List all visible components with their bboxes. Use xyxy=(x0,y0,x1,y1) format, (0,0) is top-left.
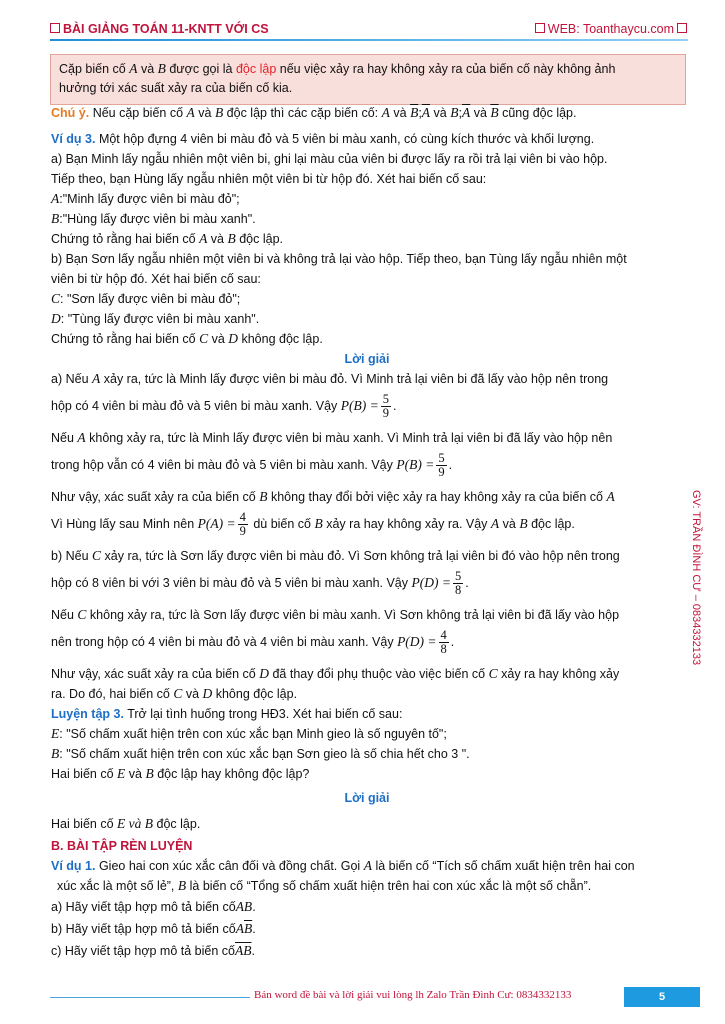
footer-divider xyxy=(50,997,250,998)
definition-box: Cặp biến cố A và B được gọi là độc lập nếu việc xảy ra hay không xảy ra của biến cố này không ảnh hưởng tới xác suất xảy ra của biến cố kia. xyxy=(50,54,686,105)
note-line: Chú ý. Nếu cặp biến cố A và B độc lập thì các cặp biến cố: A và $\overline{B};\overline{A}$ và $B;\overline{A}$ và $\overline{B}$ cũng độc lập. xyxy=(51,105,577,120)
example-3-intro: Ví dụ 3. Một hộp đựng 4 viên bi màu đỏ và 5 viên bi màu xanh, có cùng kích thước và khối lượng. xyxy=(51,132,595,146)
section-b-title: B. BÀI TẬP RÈN LUYỆN xyxy=(51,839,193,853)
main-content: Chú ý. Nếu cặp biến cố A và B độc lập thì các cặp biến cố: A và $\overline{B};\overline{A}$ và $B;\overline{A}$ và $\overline{B}$ cũng độc lập. Ví dụ 3. Một hộp đựng 4 viên bi màu đỏ và 5 viên bi màu xanh, có cùng kích thước và khối lượng. a) Bạn Minh lấy ngẫu nhiên một viên bi, ghi lại màu của viên bi được lấy ra rồi trả lại viên bi vào hộp. Tiếp theo, bạn Hùng lấy ngẫu nhiên một viên bi từ hộp đó. Xét hai biến cố sau: A:"Minh lấy được viên bi màu đỏ"; B:"Hùng lấy được viên bi màu xanh". Chứng tỏ rằng hai biến cố A và B độc lập. b) Bạn Sơn lấy ngẫu nhiên một viên bi và không trả lại vào hộp. Tiếp theo, bạn Tùng lấy ngẫu nhiên một viên bi từ hộp đó. Xét hai biến cố sau: C: "Sơn lấy được viên bi màu đỏ"; D: "Tùng lấy được viên bi màu xanh". Chứng tỏ rằng hai biến cố C và D không độc lập. Lời giải a) Nếu A xảy ra, tức là Minh lấy được viên bi màu đỏ. Vì Minh trả lại viên bi đã lấy vào hộp nên trong hộp có 4 viên bi màu đỏ và 5 viên bi màu xanh. Vậy P(B) = $\frac{5}{9}$ . Nếu A không xảy ra, tức là Minh lấy được viên bi màu xanh. Vì Minh trả lại viên bi đã lấy vào hộp nên trong hộp vẫn có 4 viên bi màu đỏ và 5 viên bi màu xanh. Vậy P(B) = $\frac{5}{9}$ . Như vậy, xác suất xảy ra của biến cố B không thay đổi bởi việc xảy ra hay không xảy ra của biến cố A Vì Hùng lấy sau Minh nên P(A) = $\frac{4}{9}$ dù biến cố B xảy ra hay không xảy ra. Vậy A và B độc lập. b) Nếu C xảy ra, tức là Sơn lấy được viên bi màu đỏ. Vì Sơn không trả lại viên bi đó vào hộp nên trong hộp có 8 viên bi với 3 viên bi màu đỏ và 5 viên bi màu xanh. Vậy P(D) = $\frac{5}{8}$ . Nếu C không xảy ra, tức là Sơn lấy được viên bi màu xanh. Vì Sơn không trả lại viên bi đã lấy vào hộp nên trong hộp có 4 viên bi màu đỏ và 4 viên bi màu xanh. Vậy P(D) = $\frac{4}{8}$ . Như vậy, xác suất xảy ra của biến cố D đã thay đổi phụ thuộc vào việc biến cố C xảy ra hay không xảy ra. Do đó, hai biến cố C và D không độc lập. Luyện tập 3. Trở lại tình huống trong HĐ3. Xét hai biến cố sau: E: "Số chấm xuất hiện trên con xúc xắc bạn Minh gieo là số nguyên tố"; B: "Số chấm xuất hiện trên con xúc xắc bạn Sơn gieo là số chia hết cho 3 ". Hai biến cố E và B độc lập hay không độc lập? Lời giải Hai biến cố E và B độc lập. B. BÀI TẬP RÈN LUYỆN Ví dụ 1. Gieo hai con xúc xắc cân đối và đồng chất. Gọi A là biến cố “Tích số chấm xuất hiện trên hai con xúc xắc là một số lẻ”, B là biến cố “Tổng số chấm xuất hiện trên hai con xúc xắc là một số chẵn”. a) Hãy viết tập hợp mô tả biến cốAB. b) Hãy viết tập hợp mô tả biến $cốA\overline{B}$. c) Hãy viết tập hợp mô tả biến $cố\overline{A}\overline{B}$. xyxy=(51,103,683,962)
page-number: 5 xyxy=(624,987,700,1007)
exercise-1: Ví dụ 1. Gieo hai con xúc xắc cân đối và đồng chất. Gọi A là biến cố “Tích số chấm xuất hiện trên hai con xyxy=(51,858,635,873)
side-author-text: GV: TRẦN ĐÌNH CƯ – 0834332133 xyxy=(690,490,702,666)
solution-title: Lời giải xyxy=(344,352,390,366)
fraction: $\frac{5}{9}$ xyxy=(438,451,445,480)
fraction: $\frac{5}{9}$ xyxy=(382,392,389,421)
square-icon xyxy=(677,23,687,33)
fraction: $\frac{4}{9}$ xyxy=(239,510,246,539)
header-divider xyxy=(50,39,688,41)
fraction: $\frac{5}{8}$ xyxy=(454,569,462,598)
footer-contact: Bản word đề bài và lời giải vui lòng lh Zalo Trần Đình Cư: 0834332133 xyxy=(254,989,572,1001)
square-icon xyxy=(50,23,60,33)
header-title: BÀI GIẢNG TOÁN 11-KNTT VỚI CS xyxy=(50,22,269,36)
highlight-term: độc lập xyxy=(235,62,277,76)
fraction: $\frac{4}{8}$ xyxy=(440,628,447,657)
header-website[interactable]: WEB: Toanthaycu.com xyxy=(535,22,687,36)
solution-title: Lời giải xyxy=(344,791,390,805)
practice-3: Luyện tập 3. Trở lại tình huống trong HĐ3. Xét hai biến cố sau: xyxy=(51,707,403,721)
square-icon xyxy=(535,23,545,33)
